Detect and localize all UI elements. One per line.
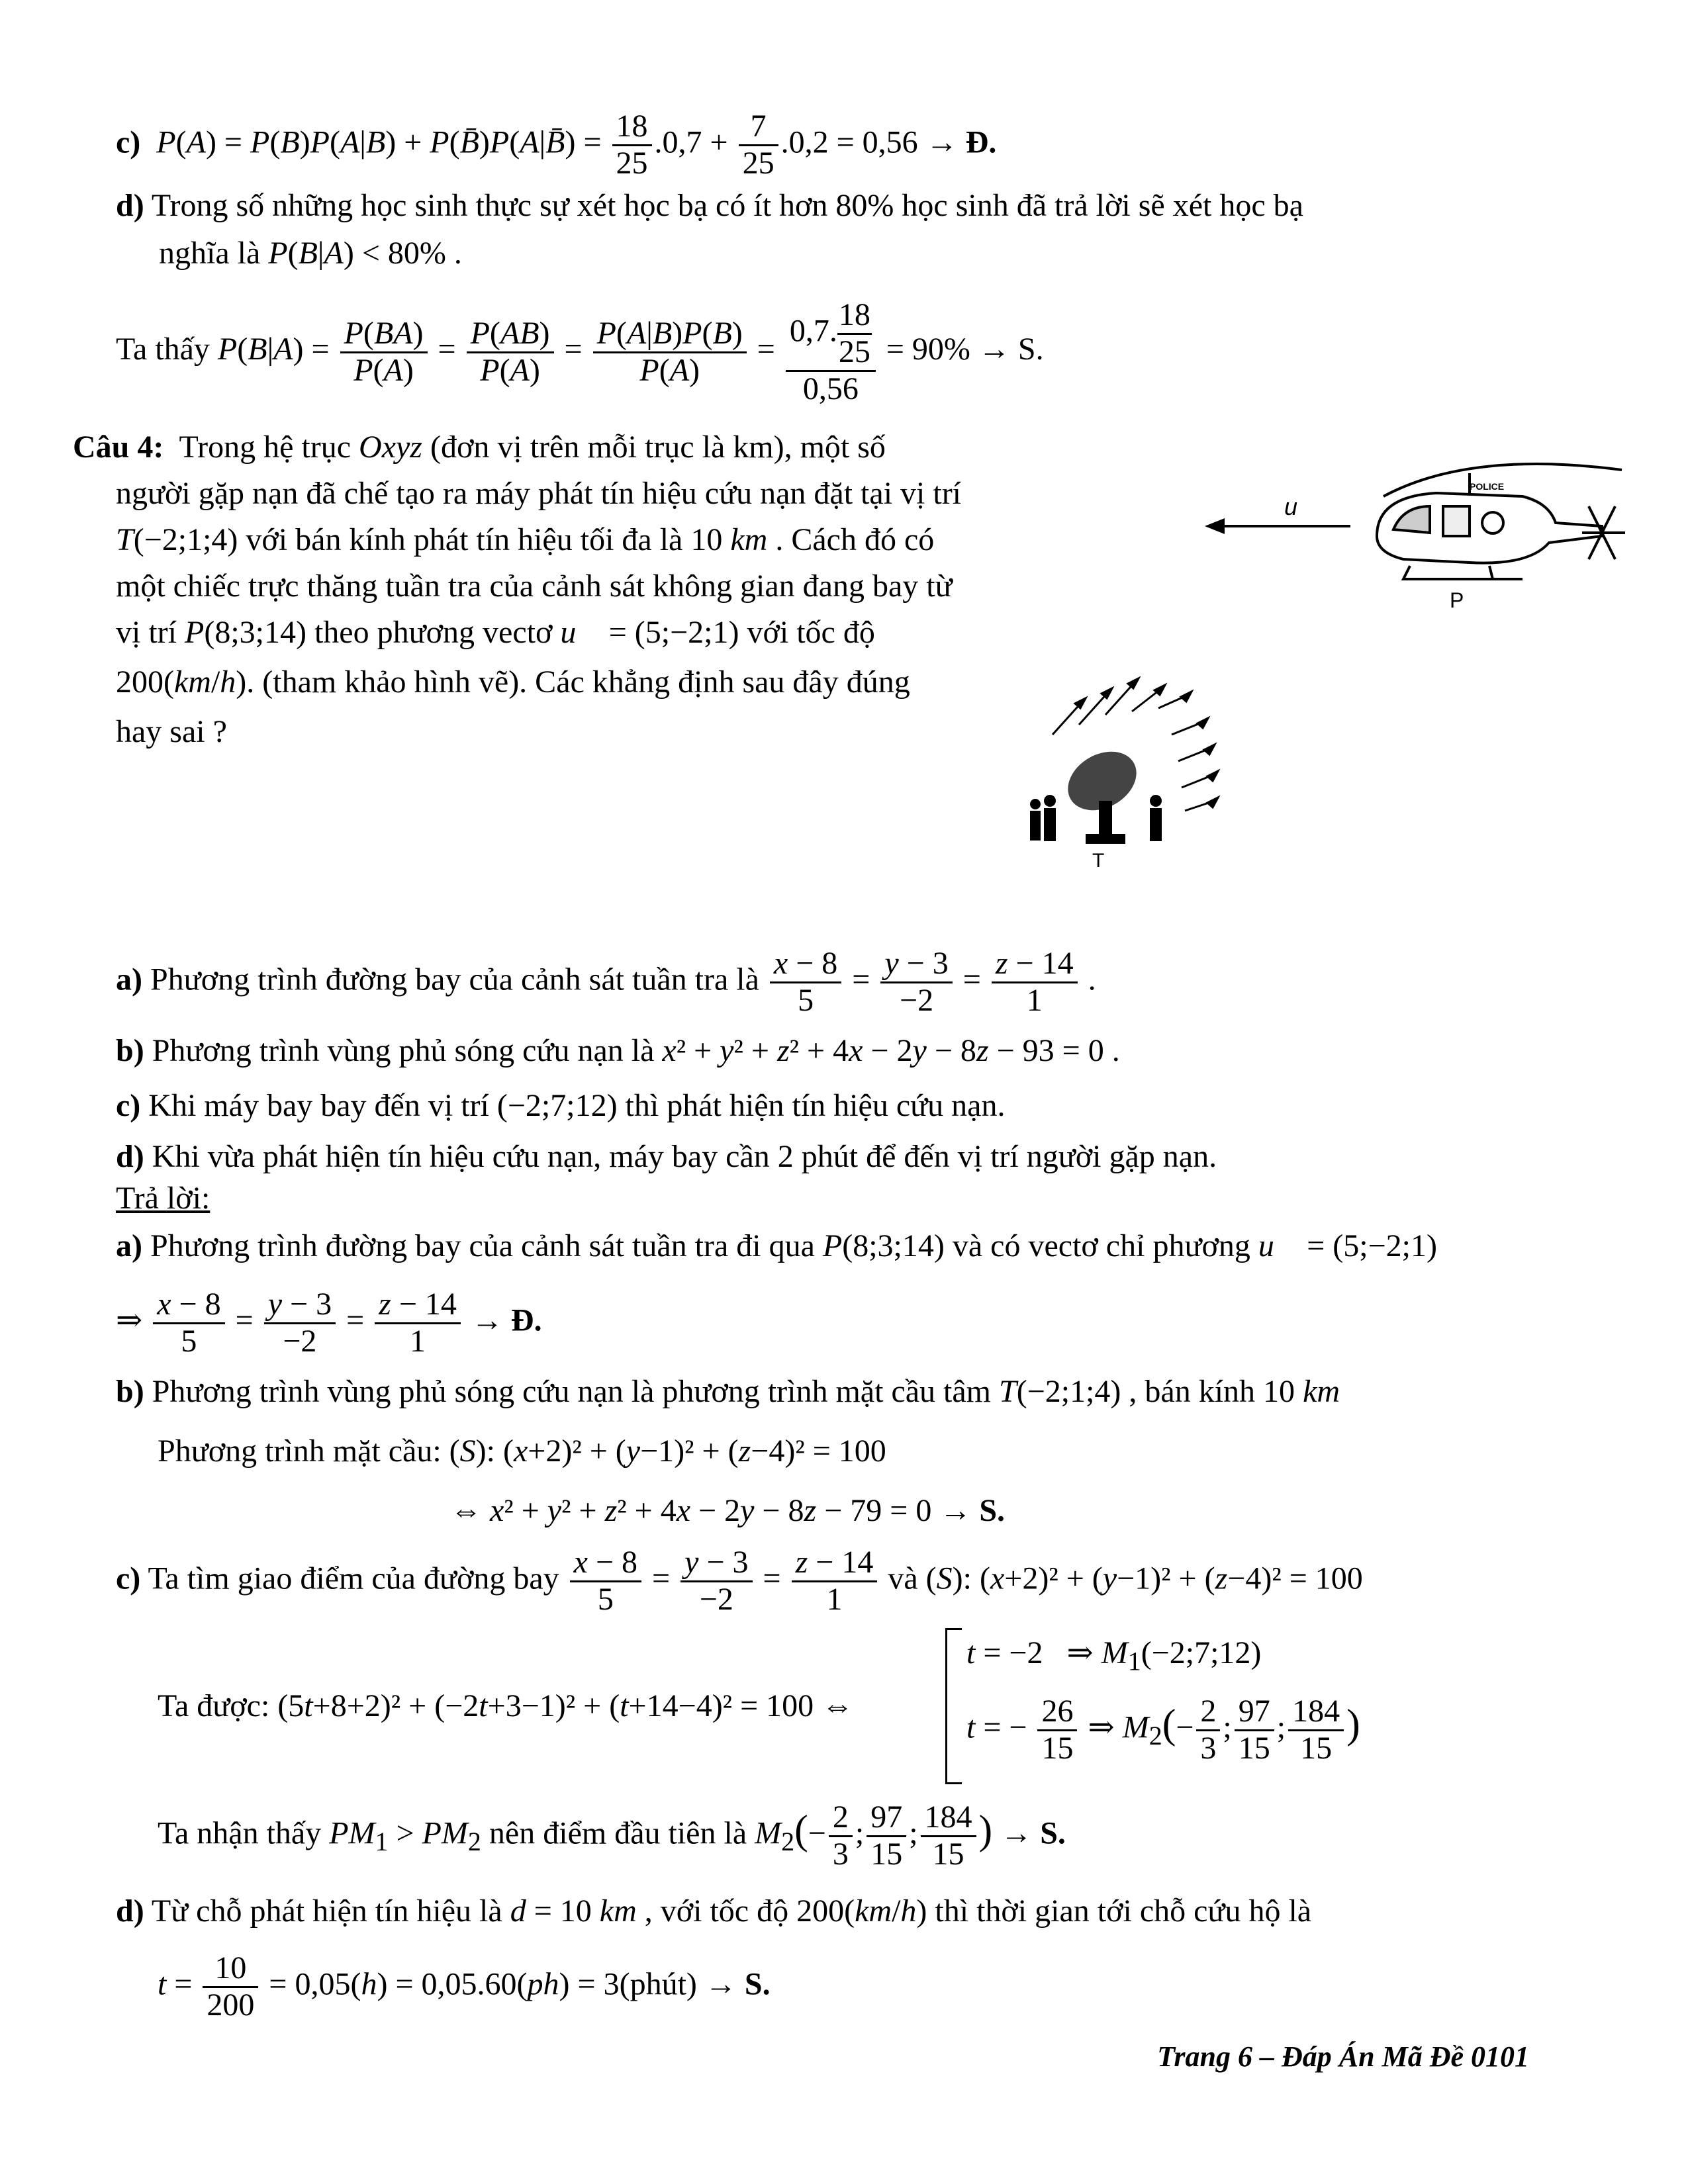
- prev-part-d-line1: d) Trong số những học sinh thực sự xét học bạ có ít hơn 80% học sinh đã trả lời sẽ xét học bạ: [116, 188, 1303, 223]
- answer-c-case2: t = − $\frac{26}{15}$ ⇒ $M_2(-$ $\frac{2}{3}$ ; $\frac{97}{15}$ ; $\frac{184}{15}$ ): [966, 1694, 1360, 1766]
- answer-c-bracket: [945, 1628, 962, 1784]
- cau4-line-3: một chiếc trực thăng tuần tra của cảnh sát không gian đang bay từ: [116, 569, 953, 604]
- answer-d-time: t = $\frac{10}{200}$ = 0,05(h) = 0,05.60(ph) = 3(phút) → S.: [158, 1950, 771, 2023]
- answer-c: c) Ta tìm giao điểm của đường bay $\frac{x - 8}{5}$ = $\frac{y - 3}{-2}$ = $\frac{z - 14}{1}$ và (S): (x+2)² + (y−1)² + (z−4)² = 100: [116, 1545, 1363, 1617]
- answer-b-expanded: ⇔ x² + y² + z² + 4x − 2y − 8z − 79 = 0 → S.: [450, 1493, 1006, 1528]
- answer-c-case1: t = −2 ⇒ $M_1(-2;7;12)$: [966, 1635, 1262, 1676]
- radar-dish-icon: [1057, 740, 1147, 844]
- statement-b: b) Phương trình vùng phủ sóng cứu nạn là x² + y² + z² + 4x − 2y − 8z − 93 = 0 .: [116, 1033, 1120, 1068]
- answer-a: a) Phương trình đường bay của cảnh sát tuần tra đi qua P(8;3;14) và có vectơ chỉ phương u⃗ = (5;−2;1): [116, 1228, 1437, 1263]
- point-t-label: T: [1092, 850, 1105, 872]
- answer-c-got: Ta được: (5t+8+2)² + (−2t+3−1)² + (t+14−4)² = 100 ⇔: [158, 1688, 854, 1723]
- answer-a-eq: ⇒ $\frac{x - 8}{5}$ = $\frac{y - 3}{-2}$ = $\frac{z - 14}{1}$ → Đ.: [116, 1287, 542, 1359]
- answer-d: d) Từ chỗ phát hiện tín hiệu là d = 10 km , với tốc độ 200(km/h) thì thời gian tới chỗ cứu hộ là: [116, 1893, 1312, 1929]
- cau4-line-5: 200(km/h). (tham khảo hình vẽ). Các khẳng định sau đây đúng: [116, 664, 910, 700]
- vector-u-label: u: [1284, 493, 1298, 520]
- cau4-line-4: vị trí P(8;3;14) theo phương vectơ u⃗ = (5;−2;1) với tốc độ: [116, 615, 875, 650]
- cau4-line-6: hay sai ?: [116, 714, 227, 749]
- answer-b: b) Phương trình vùng phủ sóng cứu nạn là phương trình mặt cầu tâm T(−2;1;4) , bán kính 10 km: [116, 1374, 1340, 1409]
- statement-a: a) Phương trình đường bay của cảnh sát tuần tra là $\frac{x - 8}{5}$ = $\frac{y - 3}{-2}$ = $\frac{z - 14}{1}$ .: [116, 946, 1096, 1018]
- answer-heading: Trả lời:: [116, 1181, 211, 1216]
- page-footer: Trang 6 – Đáp Án Mã Đề 0101: [1157, 2040, 1529, 2073]
- heli-police-text: POLICE: [1470, 481, 1505, 492]
- statement-d: d) Khi vừa phát hiện tín hiệu cứu nạn, máy bay cần 2 phút để đến vị trí người gặp nạn.: [116, 1139, 1217, 1174]
- statement-c: c) Khi máy bay bay đến vị trí (−2;7;12) thì phát hiện tín hiệu cứu nạn.: [116, 1088, 1006, 1123]
- prev-part-c: c) P(A) = P(B)P(A|B) + P(B̄)P(A|B̄) = $\frac{18}{25}$ .0,7 + $\frac{7}{25}$ .0,2 = 0,56 → Đ.: [116, 109, 997, 181]
- prev-part-d-calc: Ta thấy P(B|A) = $\frac{P(BA)}{P(A)}$ = $\frac{P(AB)}{P(A)}$ = $\frac{P(A|B)P(B)}{P(A)}$ = 0,7. $\frac{18}{25}$ 0,56 = 90% → S.: [116, 297, 1044, 406]
- prev-part-d-line2: nghĩa là P(B|A) < 80% .: [159, 236, 462, 271]
- answer-c-note: Ta nhận thấy $PM_1 > PM_2$ nên điểm đầu tiên là $M_2(-$ $\frac{2}{3}$ ; $\frac{97}{15}$ ; $\frac{184}{15}$ ) → S.: [158, 1799, 1066, 1872]
- cau4-figure: [1006, 443, 1635, 874]
- cau4-line-1: người gặp nạn đã chế tạo ra máy phát tín hiệu cứu nạn đặt tại vị trí: [116, 476, 962, 511]
- point-p-label: P: [1450, 588, 1464, 612]
- cau4-line-2: T(−2;1;4) với bán kính phát tín hiệu tối đa là 10 km . Cách đó có: [116, 522, 935, 557]
- answer-b-sphere: Phương trình mặt cầu: (S): (x+2)² + (y−1)² + (z−4)² = 100: [158, 1433, 886, 1469]
- cau4-line-0: Câu 4: Trong hệ trục Oxyz (đơn vị trên mỗi trục là km), một số: [73, 430, 886, 465]
